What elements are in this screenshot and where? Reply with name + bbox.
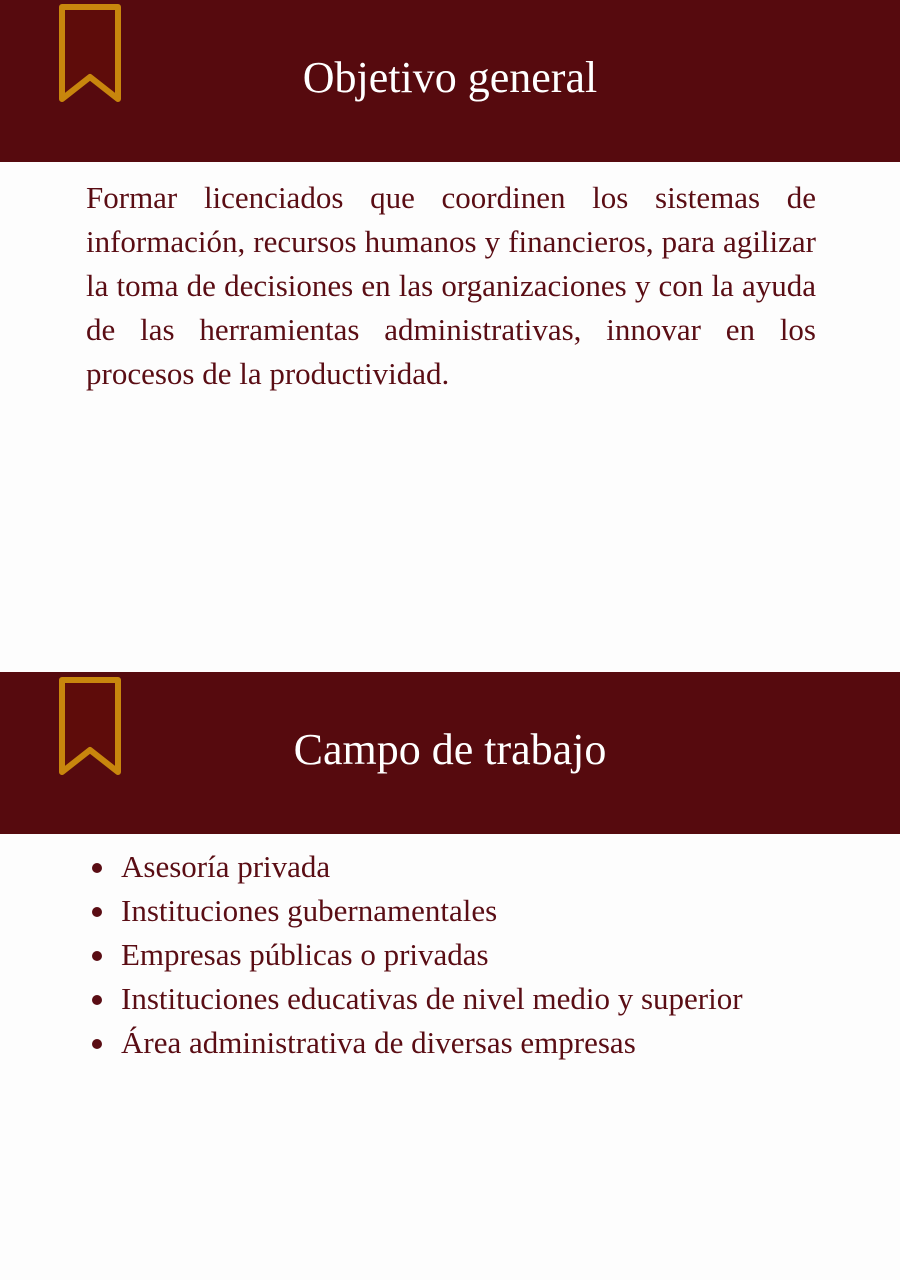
work-field-list (86, 845, 786, 1065)
section-title: Objetivo general (302, 53, 598, 102)
list-item-text: Instituciones gubernamentales (121, 893, 498, 928)
list-item-text: Área administrativa de diversas empresas (121, 1025, 636, 1060)
list-item (86, 977, 786, 1021)
list-item-text: Instituciones educativas de nivel medio y superior (121, 981, 743, 1016)
list-item (86, 889, 786, 933)
list-item-text: Empresas públicas o privadas (121, 937, 489, 972)
bullet-icon (92, 995, 102, 1005)
bullet-icon (92, 1039, 102, 1049)
list-item (86, 845, 786, 889)
list-item (86, 933, 786, 977)
objective-text: Formar licenciados que coordinen los sistemas de información, recursos humanos y financieros, para agilizar la toma de decisiones en las organizaciones y con la ayuda de las herramientas administrativas, innovar en los procesos de la productividad. (86, 180, 816, 391)
bullet-icon (92, 863, 102, 873)
bullet-icon (92, 907, 102, 917)
header-band-objetivo (0, 0, 900, 162)
header-band-campo (0, 672, 900, 834)
list-item-text: Asesoría privada (121, 849, 331, 884)
bullet-icon (92, 951, 102, 961)
list-item (86, 1021, 786, 1065)
section-title: Campo de trabajo (293, 725, 607, 774)
